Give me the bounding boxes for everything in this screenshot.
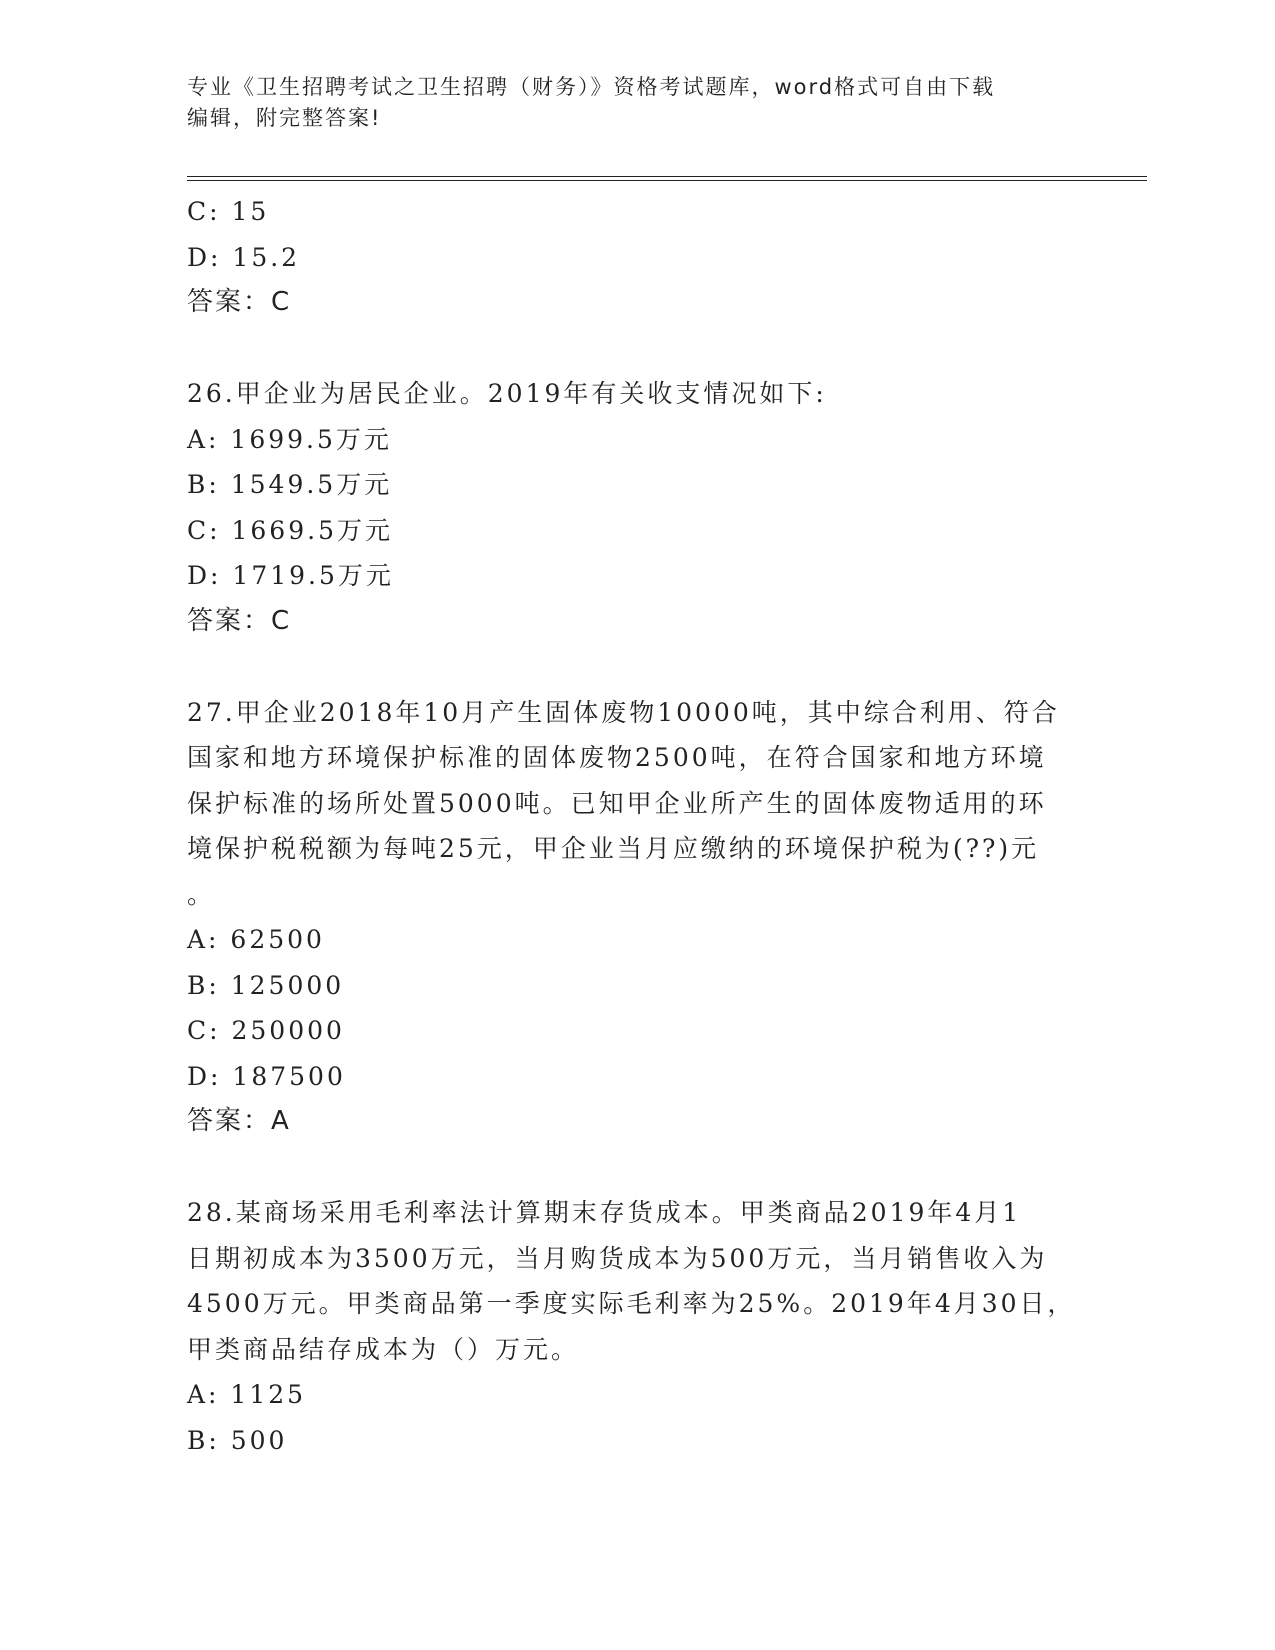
question-text-line: 国家和地方环境保护标准的固体废物2500吨，在符合国家和地方环境 — [187, 743, 1047, 772]
option-a: A: 62500 — [187, 925, 325, 954]
question-text-line: 境保护税税额为每吨25元，甲企业当月应缴纳的环境保护税为(??)元 — [187, 834, 1040, 863]
question-text-line: 保护标准的场所处置5000吨。已知甲企业所产生的固体废物适用的环 — [187, 788, 1047, 818]
option-a: A: 1125 — [187, 1380, 307, 1409]
option-a: A: 1699.5万元 — [187, 424, 392, 454]
question-28 — [187, 1190, 1076, 1463]
header-divider — [187, 176, 1147, 181]
spacer — [187, 644, 1067, 690]
spacer — [187, 326, 1067, 372]
option-d: D: 187500 — [187, 1061, 346, 1091]
question-list — [187, 189, 1076, 1463]
answer: 答案：C — [187, 605, 292, 636]
question-text-line: 日期初成本为3500万元，当月购货成本为500万元，当月销售收入为 — [187, 1243, 1048, 1273]
answer: 答案：A — [187, 1106, 291, 1136]
question-text-line: 甲类商品结存成本为（）万元。 — [187, 1334, 580, 1364]
header-line-2: 编辑，附完整答案! — [187, 106, 382, 130]
header-line-1: 专业《卫生招聘考试之卫生招聘（财务）》资格考试题库，word格式可自由下载 — [187, 75, 996, 99]
question-25-tail — [187, 189, 1067, 326]
question-text-line: 27.甲企业2018年10月产生固体废物10000吨，其中综合利用、符合 — [187, 697, 1060, 727]
option-d: D: 15.2 — [187, 242, 301, 272]
spacer — [187, 1145, 1067, 1191]
option-b: B: 500 — [187, 1425, 288, 1455]
question-26 — [187, 371, 1067, 644]
question-27 — [187, 690, 1067, 1145]
option-c: C: 15 — [187, 197, 270, 226]
option-c: C: 1669.5万元 — [187, 515, 393, 545]
option-b: B: 125000 — [187, 970, 345, 1000]
question-text-line: 4500万元。甲类商品第一季度实际毛利率为25%。2019年4月30日， — [187, 1289, 1076, 1318]
option-d: D: 1719.5万元 — [187, 561, 394, 590]
question-text-line: 28.某商场采用毛利率法计算期末存货成本。甲类商品2019年4月1 — [187, 1198, 1022, 1227]
page-header — [187, 72, 1087, 134]
question-text: 26.甲企业为居民企业。2019年有关收支情况如下: — [187, 379, 827, 408]
option-b: B: 1549.5万元 — [187, 470, 393, 499]
option-c: C: 250000 — [187, 1016, 345, 1045]
question-text-line: 。 — [187, 879, 216, 909]
answer: 答案：C — [187, 287, 292, 317]
